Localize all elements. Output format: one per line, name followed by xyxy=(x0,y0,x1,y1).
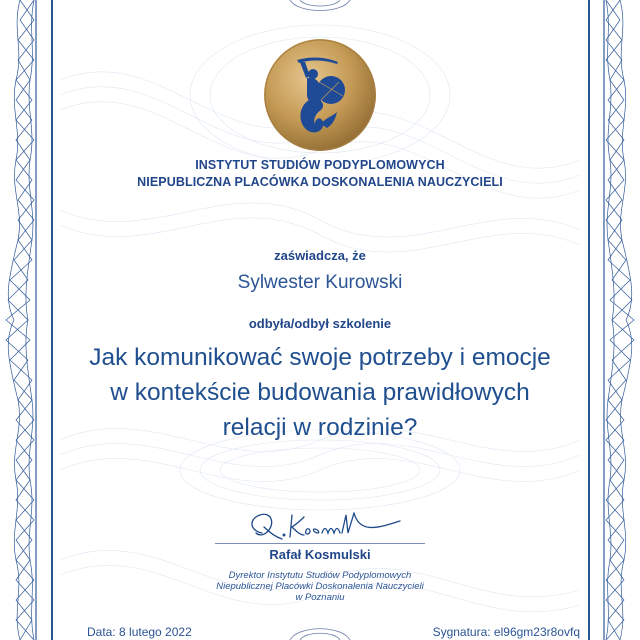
organization-subtitle: NIEPUBLICZNA PLACÓWKA DOSKONALENIA NAUCZYCIELI xyxy=(137,175,503,189)
certifies-label: zaświadcza, że xyxy=(274,248,366,263)
right-inner-border-line xyxy=(588,0,590,640)
footer xyxy=(55,0,585,640)
course-title-line: Jak komunikować swoje potrzeby i emocje xyxy=(89,344,551,371)
course-title-line: w kontekście budowania prawidłowych xyxy=(110,379,530,406)
signer-name: Rafał Kosmulski xyxy=(269,547,371,562)
signature-code: Sygnatura: el96gm23r8ovfq xyxy=(432,625,580,639)
course-title-line: relacji w rodzinie? xyxy=(222,414,418,441)
signer-role-line: w Poznaniu xyxy=(295,592,345,603)
left-inner-border-line xyxy=(51,0,53,640)
recipient-name: Sylwester Kurowski xyxy=(237,272,403,293)
organization-name: INSTYTUT STUDIÓW PODYPLOMOWYCH xyxy=(195,158,445,172)
left-guilloche-border xyxy=(0,0,40,640)
issue-date: Data: 8 lutego 2022 xyxy=(87,625,192,639)
right-guilloche-border xyxy=(600,0,640,640)
signer-role-line: Niepublicznej Placówki Doskonalenia Nauczycieli xyxy=(216,581,424,592)
completed-training-label: odbyła/odbył szkolenie xyxy=(248,316,392,331)
signer-role-line: Dyrektor Instytutu Studiów Podyplomowych xyxy=(228,570,412,581)
